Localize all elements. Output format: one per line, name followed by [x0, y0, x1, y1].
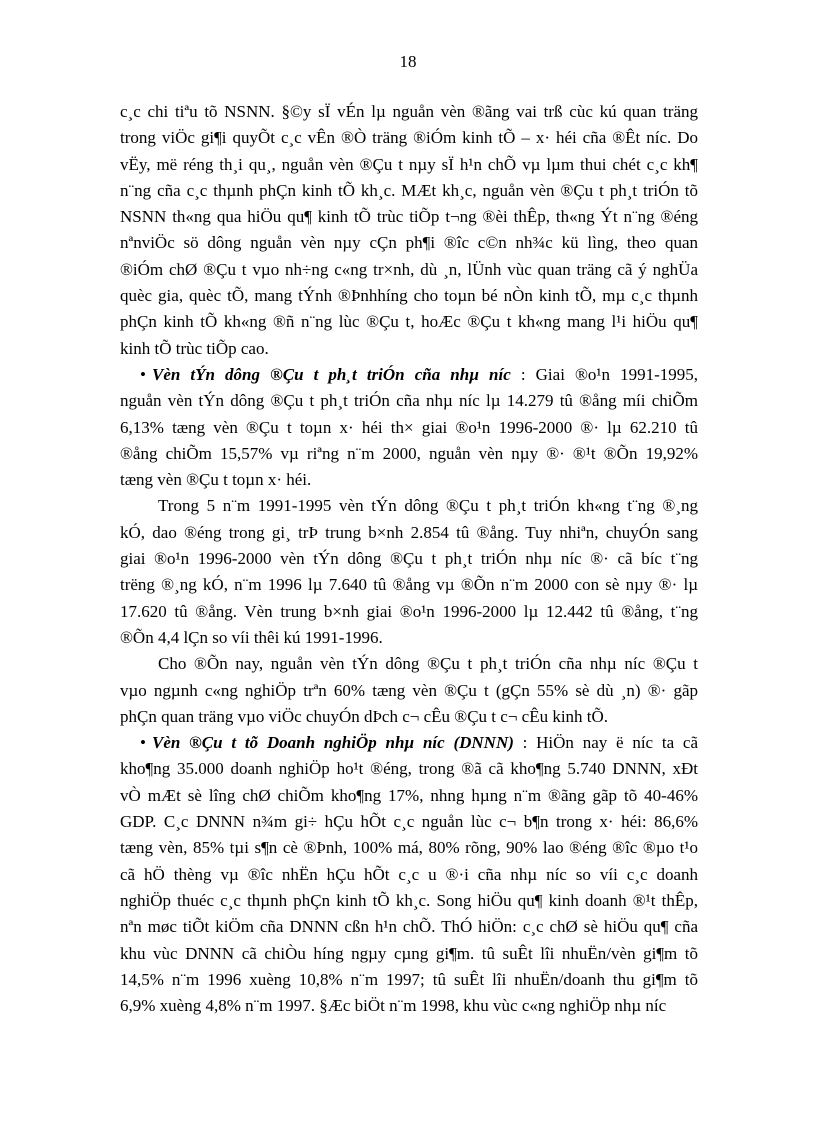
text-line: cã hÖ thèng vµ ®îc nhËn hÇu hÕt c¸c u ®·i cña nhµ níc so víi c¸c doanh [120, 864, 698, 884]
text-line: kho¶ng 35.000 doanh nghiÖp ho¹t ®éng, trong ®ã cã kho¶ng 5.740 DNNN, xÐt [120, 759, 698, 779]
bullet-icon: • [140, 364, 146, 384]
bullet-line [120, 362, 698, 388]
paragraph [120, 730, 698, 1019]
heading-continuation: : HiÖn nay ë níc ta cã [513, 733, 698, 753]
text-line: NSNN th«ng qua hiÖu qu¶ kinh tÕ trùc tiÕp t¬ng ®èi thÊp, th«ng Ýt n¨ng ®éng [120, 207, 698, 227]
text-line: phÇn kinh tÕ kh«ng ®ñ n¨ng lùc ®Çu t, hoÆc ®Çu t kh«ng mang l¹i hiÖu qu¶ [120, 312, 698, 332]
text-line: 14,5% n¨m 1996 xuèng 10,8% n¨m 1997; tû suÊt lîi nhuËn/doanh thu gi¶m tõ [120, 969, 698, 989]
paragraph [120, 493, 698, 651]
section-heading: Vèn ®Çu t tõ Doanh nghiÖp nhµ níc (DNNN) [152, 733, 514, 753]
text-line: Cho ®Õn nay, nguån vèn tÝn dông ®Çu t ph¸t triÓn cña nhµ níc ®Çu t [158, 654, 698, 674]
text-line: quèc gia, quèc tÕ, mang tÝnh ®Þnhhíng cho toµn bé nÒn kinh tÕ, mµ c¸c thµnh [120, 286, 698, 306]
page-number: 18 [399, 52, 417, 71]
text-line: 6,9% xuèng 4,8% n¨m 1997. §Æc biÖt n¨m 1998, khu vùc c«ng nghiÖp nhµ níc [120, 996, 667, 1016]
bullet-line [120, 730, 698, 756]
paragraph [120, 362, 698, 493]
text-line: nghiÖp thuéc c¸c thµnh phÇn kinh tÕ kh¸c. Song hiÖu qu¶ kinh doanh ®¹t thÊp, [120, 890, 698, 910]
text-line: nguån vèn tÝn dông ®Çu t ph¸t triÓn cña nhµ níc lµ 14.279 tû ®ång míi chiÕm [120, 391, 698, 411]
text-line: n¨ng cña c¸c thµnh phÇn kinh tÕ kh¸c. MÆt kh¸c, nguån vèn ®Çu t ph¸t triÓn tõ [120, 180, 698, 200]
text-line: vËy, më réng th¸i qu¸, nguån vèn ®Çu t nµy sÏ h¹n chÕ vµ lµm thui chét c¸c kh¶ [120, 154, 698, 174]
heading-continuation: : Giai ®o¹n 1991-1995, [510, 364, 698, 384]
text-line: nªnviÖc sö dông nguån vèn nµy cÇn ph¶i ®îc c©n nh¾c kü lìng, theo quan [120, 233, 698, 253]
text-line: trong viÖc gi¶i quyÕt c¸c vÊn ®Ò träng ®iÓm kinh tÕ – x· héi cña ®Êt níc. Do [120, 128, 698, 148]
text-line: 6,13% tæng vèn ®Çu t toµn x· héi th× giai ®o¹n 1996-2000 ®· lµ 62.210 tû [120, 417, 698, 437]
text-line: trëng ®¸ng kÓ, n¨m 1996 lµ 7.640 tû ®ång vµ ®Õn n¨m 2000 con sè nµy ®· lµ [120, 575, 698, 595]
text-line: GDP. C¸c DNNN n¾m gi÷ hÇu hÕt c¸c nguån lùc c¬ b¶n trong x· héi: 86,6% [120, 812, 698, 832]
text-line: vÒ mÆt sè lîng chØ chiÕm kho¶ng 17%, nhng hµng n¨m ®ãng gãp tõ 40-46% [120, 785, 698, 805]
text-line: Trong 5 n¨m 1991-1995 vèn tÝn dông ®Çu t ph¸t triÓn kh«ng t¨ng ®¸ng [158, 496, 698, 516]
text-line: 17.620 tû ®ång. Vèn trung b×nh giai ®o¹n 1996-2000 lµ 12.442 tû ®ång, t¨ng [120, 601, 698, 621]
text-line: khu vùc DNNN cã chiÒu híng ngµy cµng gi¶m. tû suÊt lîi nhuËn/vèn gi¶m tõ [120, 943, 698, 963]
text-line: kÓ, dao ®éng trong gi¸ trÞ trung b×nh 2.854 tû ®ång. Tuy nhiªn, chuyÓn sang [120, 522, 698, 542]
text-line: vµo ngµnh c«ng nghiÖp trªn 60% tæng vèn ®Çu t (gÇn 55% sè dù ¸n) ®· gãp [120, 680, 698, 700]
document-body [120, 99, 698, 1019]
section-heading: Vèn tÝn dông ®Çu t ph¸t triÓn cña nhµ níc [152, 364, 511, 384]
text-line: nªn møc tiÕt kiÖm cña DNNN cßn h¹n chÕ. ThÓ hiÖn: c¸c chØ sè hiÖu qu¶ cña [120, 917, 698, 937]
text-line: c¸c chi tiªu tõ NSNN. §©y sÏ vÉn lµ nguån vèn ®ãng vai trß cùc kú quan träng [120, 102, 698, 121]
text-line: ®Õn 4,4 lÇn so víi thêi kú 1991-1996. [120, 627, 383, 647]
bullet-icon: • [140, 733, 146, 753]
text-line: phÇn quan träng vµo viÖc chuyÓn dÞch c¬ cÊu ®Çu t c¬ cÊu kinh tÕ. [120, 706, 609, 726]
text-line: tæng vèn ®Çu t toµn x· héi. [120, 470, 312, 490]
paragraph [120, 99, 698, 362]
paragraph [120, 651, 698, 730]
text-line: tæng vèn, 85% tµi s¶n cè ®Þnh, 100% má, 80% rõng, 90% lao ®éng ®îc ®µo t¹o [120, 838, 698, 858]
text-line: giai ®o¹n 1996-2000 vèn tÝn dông ®Çu t ph¸t triÓn nhµ níc ®· cã bíc t¨ng [120, 549, 698, 569]
text-line: kinh tÕ trùc tiÕp cao. [120, 338, 269, 358]
text-line: ®ång chiÕm 15,57% vµ riªng n¨m 2000, nguån vèn nµy ®· ®¹t ®Õn 19,92% [120, 443, 698, 463]
text-line: ®iÓm chØ ®Çu t vµo nh÷ng c«ng tr×nh, dù ¸n, lÜnh vùc quan träng cã ý nghÜa [120, 259, 698, 279]
